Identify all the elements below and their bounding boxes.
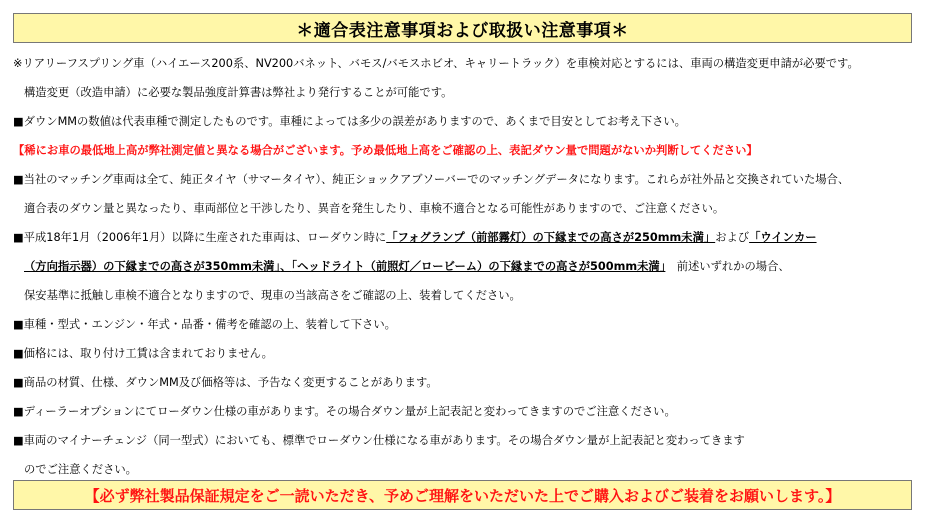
headlight-height: 「ヘッドライト（前照灯／ロービーム）の下縁までの高さが500mm未満」	[291, 260, 666, 273]
note-h18-and: および	[715, 231, 750, 244]
winker-height-start: 「ウインカー	[749, 231, 817, 244]
note-leaf-spring: ※リアリーフスプリング車（ハイエース200系、NV200バネット、バモス/バモスホビオ、キャリートラック）を車検対応とするには、車両の構造変更申請が必要です。	[13, 57, 859, 70]
note-h18-either: 前述いずれかの場合、	[665, 260, 790, 273]
warranty-notice: 【必ず弊社製品保証規定をご一読いただき、予めご理解をいただいた上でご購入およびご装着をお願いします。】	[13, 480, 912, 510]
note-structure-change: 構造変更（改造申請）に必要な製品強度計算書は弊社より発行することが可能です。	[24, 86, 453, 99]
note-confirm-model: ■車種・型式・エンジン・年式・品番・備考を確認の上、装着して下さい。	[13, 318, 396, 331]
notes-section	[13, 49, 913, 484]
note-matching-vehicle-cont: 適合表のダウン量と異なったり、車両部位と干渉したり、異音を発生したり、車検不適合となる可能性がありますので、ご注意ください。	[24, 202, 725, 215]
fog-lamp-height: 「フォグランプ（前部霧灯）の下縁までの高さが250mm未満」	[386, 231, 716, 244]
note-h18-regulation	[13, 223, 913, 252]
note-h18-text: ■平成18年1月（2006年1月）以降に生産された車両は、ローダウン時に	[13, 231, 387, 244]
separator-comma: 、	[280, 260, 292, 273]
note-safety-standard: 保安基準に抵触し車検不適合となりますので、現車の当該高さをご確認の上、装着してください。	[24, 289, 521, 302]
note-dealer-option: ■ディーラーオプションにてローダウン仕様の車があります。その場合ダウン量が上記表記と変わってきますのでご注意ください。	[13, 405, 676, 418]
note-down-mm: ■ダウンMMの数値は代表車種で測定したものです。車種によっては多少の誤差がありますので、あくまで目安としてお考え下さい。	[13, 115, 686, 128]
winker-height-end: （方向指示器）の下縁までの高さが350mm未満」	[24, 260, 281, 273]
note-installation-fee: ■価格には、取り付け工賃は含まれておりません。	[13, 347, 273, 360]
warning-ground-clearance: 【稀にお車の最低地上高が弊社測定値と異なる場合がございます。予め最低地上高をご確認の上、表記ダウン量で問題がないか判断してください】	[13, 144, 758, 157]
note-minor-change-cont: のでご注意ください。	[24, 463, 137, 476]
note-spec-change: ■商品の材質、仕様、ダウンMM及び価格等は、予告なく変更することがあります。	[13, 376, 438, 389]
note-matching-vehicle: ■当社のマッチング車両は全て、純正タイヤ（サマータイヤ）、純正ショックアブソーバーでのマッチングデータになります。これらが社外品と交換されていた場合、	[13, 173, 850, 186]
page-title: ＊適合表注意事項および取扱い注意事項＊	[13, 13, 912, 43]
note-minor-change: ■車両のマイナーチェンジ（同一型式）においても、標準でローダウン仕様になる車があります。その場合ダウン量が上記表記と変わってきます	[13, 434, 745, 447]
note-h18-regulation-cont	[13, 252, 913, 281]
